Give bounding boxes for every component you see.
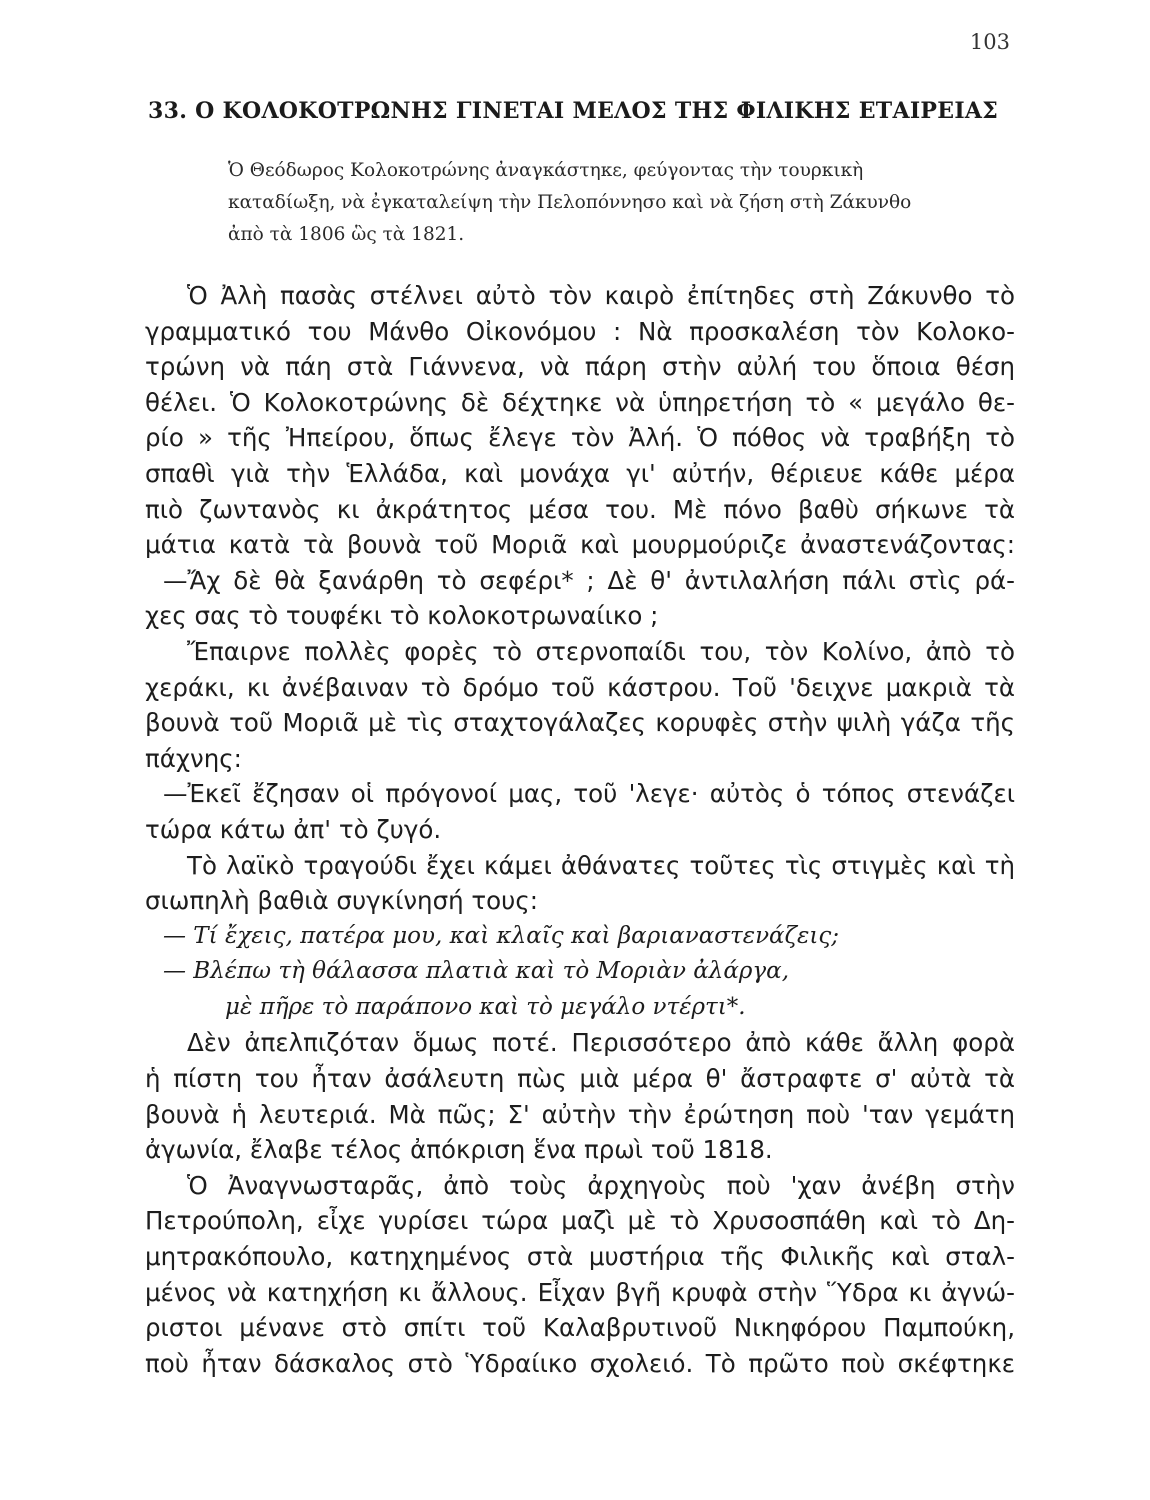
summary-line: Ὁ Θεόδωρος Κολοκοτρώνης ἀναγκάστηκε, φεύγοντας τὴν τουρκικὴ	[228, 160, 864, 181]
body-line: Ὁ Ἀλὴ πασὰς στέλνει αὐτὸ τὸν καιρὸ ἐπίτηδες στὴ Ζάκυνθο τὸ	[187, 281, 1015, 310]
summary-line: ἀπὸ τὰ 1806 ὣς τὰ 1821.	[228, 224, 465, 245]
summary-line: καταδίωξη, νὰ ἐγκαταλείψη τὴν Πελοπόννησο καὶ νὰ ζήση στὴ Ζάκυνθο	[228, 192, 912, 213]
chapter-summary	[228, 155, 1018, 251]
body-line: τώρα κάτω ἀπ' τὸ ζυγό.	[145, 814, 442, 844]
page-number: 103	[969, 30, 1010, 54]
body-line: γραμματικό του Μάνθο Οἰκονόμου : Νὰ προσκαλέση τὸν Κολοκο-	[145, 316, 1015, 346]
body-line: ἡ πίστη του ἦταν ἀσάλευτη πὼς μιὰ μέρα θ' ἄστραφτε σ' αὐτὰ τὰ	[145, 1064, 1015, 1094]
dialogue-line: —Ἄχ δὲ θὰ ξανάρθη τὸ σεφέρι* ; Δὲ θ' ἀντιλαλήση πάλι στὶς ρά-	[163, 565, 1015, 595]
body-line: πάχνης:	[145, 743, 242, 773]
body-line: σιωπηλὴ βαθιὰ συγκίνησή τους:	[145, 886, 538, 916]
body-line: μένος νὰ κατηχήση κι ἄλλους. Εἶχαν βγῆ κρυφὰ στὴν Ὕδρα κι ἀγνώ-	[145, 1277, 1015, 1307]
body-line: πιὸ ζωντανὸς κι ἀκράτητος μέσα του. Μὲ πόνο βαθὺ σήκωνε τὰ	[145, 494, 1015, 524]
body-line: σπαθὶ γιὰ τὴν Ἑλλάδα, καὶ μονάχα γι' αὐτήν, θέριευε κάθε μέρα	[145, 458, 1015, 488]
song-verse: μὲ πῆρε τὸ παράπονο καὶ τὸ μεγάλο ντέρτι*.	[225, 993, 746, 1020]
body-line: μητρακόπουλο, κατηχημένος στὰ μυστήρια τῆς Φιλικῆς καὶ σταλ-	[145, 1242, 1015, 1272]
body-line: χεράκι, κι ἀνέβαιναν τὸ δρόμο τοῦ κάστρου. Τοῦ 'δειχνε μακριὰ τὰ	[145, 672, 1015, 702]
body-line: μάτια κατὰ τὰ βουνὰ τοῦ Μοριᾶ καὶ μουρμούριζε ἀναστενάζοντας:	[145, 530, 1015, 560]
body-line: Δὲν ἀπελπιζόταν ὅμως ποτέ. Περισσότερο ἀπὸ κάθε ἄλλη φορὰ	[187, 1028, 1015, 1058]
song-verse: — Τί ἔχεις, πατέρα μου, καὶ κλαῖς καὶ βαριαναστενάζεις;	[163, 922, 840, 949]
body-line: χες σας τὸ τουφέκι τὸ κολοκοτρωναίικο ;	[145, 601, 659, 631]
body-line: Ἔπαιρνε πολλὲς φορὲς τὸ στερνοπαίδι του, τὸν Κολίνο, ἀπὸ τὸ	[187, 636, 1015, 666]
body-line: Ὁ Ἀναγνωσταρᾶς, ἀπὸ τοὺς ἀρχηγοὺς ποὺ 'χαν ἀνέβη στὴν	[187, 1170, 1015, 1200]
body-line: τρώνη νὰ πάη στὰ Γιάννενα, νὰ πάρη στὴν αὐλή του ὅποια θέση	[145, 352, 1015, 382]
body-text	[145, 278, 1015, 1381]
body-line: θέλει. Ὁ Κολοκοτρώνης δὲ δέχτηκε νὰ ὑπηρετήση τὸ « μεγάλο θε-	[145, 387, 1015, 417]
song-verse: — Βλέπω τὴ θάλασσα πλατιὰ καὶ τὸ Μοριὰν ἀλάργα,	[163, 958, 790, 985]
body-line: ριστοι μένανε στὸ σπίτι τοῦ Καλαβρυτινοῦ Νικηφόρου Παμπούκη,	[145, 1313, 1015, 1343]
body-line: ποὺ ἦταν δάσκαλος στὸ Ὑδραίικο σχολειό. Τὸ πρῶτο ποὺ σκέφτηκε	[145, 1348, 1015, 1378]
body-line: Τὸ λαϊκὸ τραγούδι ἔχει κάμει ἀθάνατες τοῦτες τὶς στιγμὲς καὶ τὴ	[187, 850, 1015, 880]
body-line: Πετρούπολη, εἶχε γυρίσει τώρα μαζὶ μὲ τὸ Χρυσοσπάθη καὶ τὸ Δη-	[145, 1206, 1015, 1236]
dialogue-line: —Ἐκεῖ ἔζησαν οἱ πρόγονοί μας, τοῦ 'λεγε· αὐτὸς ὁ τόπος στενάζει	[163, 779, 1015, 809]
body-line: βουνὰ ἡ λευτεριά. Μὰ πῶς; Σ' αὐτὴν τὴν ἐρώτηση ποὺ 'ταν γεμάτη	[145, 1099, 1015, 1129]
body-line: βουνὰ τοῦ Μοριᾶ μὲ τὶς σταχτογάλαζες κορυφὲς στὴν ψιλὴ γάζα τῆς	[145, 708, 1015, 738]
body-line: ἀγωνία, ἔλαβε τέλος ἀπόκριση ἕνα πρωὶ τοῦ 1818.	[145, 1135, 773, 1165]
chapter-title: 33. Ο ΚΟΛΟΚΟΤΡΩΝΗΣ ΓΙΝΕΤΑΙ ΜΕΛΟΣ ΤΗΣ ΦΙΛΙΚΗΣ ΕΤΑΙΡΕΙΑΣ	[148, 98, 999, 124]
body-line: ρίο » τῆς Ἠπείρου, ὅπως ἔλεγε τὸν Ἀλή. Ὁ πόθος νὰ τραβήξη τὸ	[145, 423, 1015, 453]
